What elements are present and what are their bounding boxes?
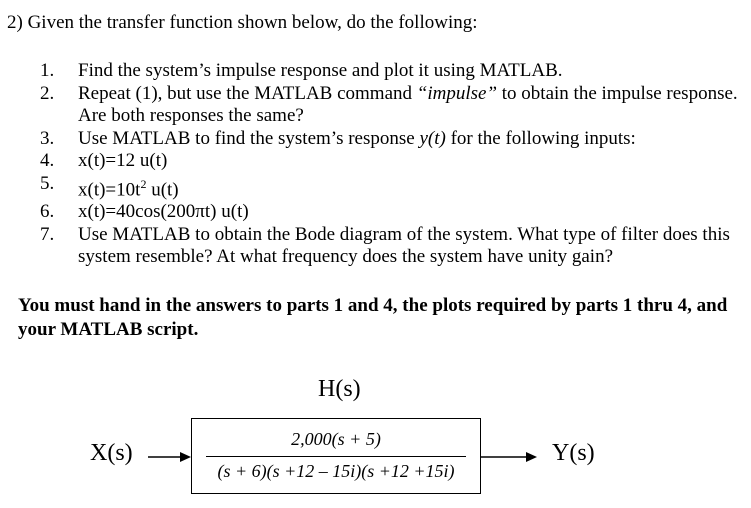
task-text: x(t)=12 u(t) [78, 150, 168, 171]
task-text: Use MATLAB to obtain the Bode diagram of the system. What type of filter does this system resemble? At what frequency does the system have unity gain? [78, 223, 730, 268]
problem-title: 2) Given the transfer function shown below, do the following: [7, 12, 478, 33]
input-arrow [148, 452, 191, 462]
task-text: x(t)=40cos(200πt) u(t) [78, 201, 249, 223]
denominator: (s + 6)(s +12 – 15i)(s +12 +15i) [217, 461, 455, 481]
output-symbol: y(t) [419, 127, 446, 149]
input-label: X(s) [90, 440, 133, 466]
task-text: Repeat (1), but use the MATLAB command “impulse” to obtain the impulse response. Are both responses the same? [78, 82, 738, 126]
task-text: $x(t)=10t^2$ u(t) [78, 176, 179, 200]
task-number: 3. [40, 127, 55, 149]
task-text: Find the system’s impulse response and plot it using MATLAB. [78, 60, 563, 81]
task-number: 5. [40, 172, 55, 194]
task-text: Use MATLAB to find the system’s response y(t) for the following inputs: [78, 127, 636, 149]
task-number: 7. [40, 223, 55, 245]
block-label: H(s) [318, 376, 361, 402]
output-label: Y(s) [552, 440, 595, 466]
submission-note: You must hand in the answers to parts 1 and 4, the plots required by parts 1 thru 4, and your MATLAB script. [18, 295, 728, 340]
task-number: 2. [40, 82, 55, 104]
task-number: 6. [40, 201, 55, 223]
numerator: 2,000(s + 5) [291, 429, 381, 449]
task-number: 4. [40, 150, 55, 171]
matlab-command: “impulse” [416, 82, 498, 104]
task-number: 1. [40, 60, 55, 81]
output-arrow [481, 452, 537, 462]
